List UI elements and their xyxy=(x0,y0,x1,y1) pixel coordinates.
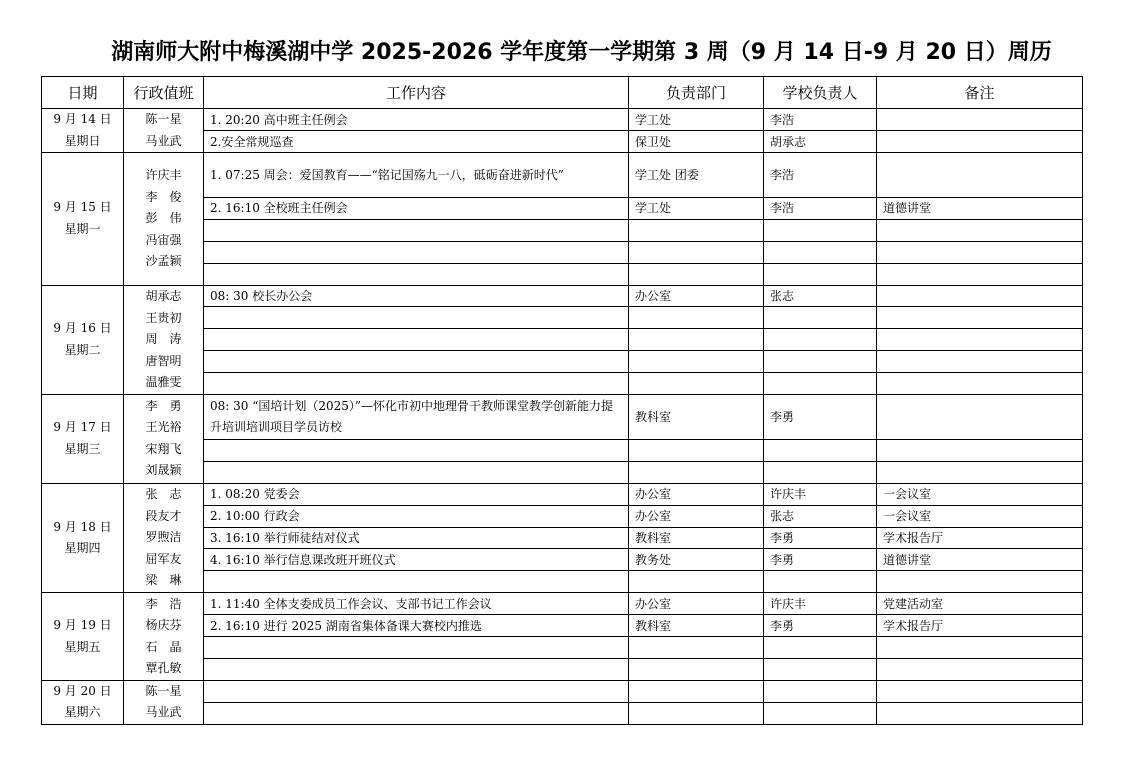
leader-cell: 李浩 xyxy=(764,153,877,198)
leader-cell: 李勇 xyxy=(764,395,877,440)
duty-person: 石 晶 xyxy=(145,639,182,654)
table-row xyxy=(42,109,1083,131)
date-cell xyxy=(42,680,124,724)
leader-cell xyxy=(764,241,877,263)
table-row xyxy=(42,483,1083,505)
department-cell xyxy=(629,637,764,659)
duty-cell xyxy=(124,285,204,394)
date-cell xyxy=(42,285,124,394)
duty-person: 沙孟颖 xyxy=(145,254,182,269)
weekday-text: 星期三 xyxy=(64,441,101,456)
duty-person: 李 勇 xyxy=(145,398,182,413)
department-cell xyxy=(629,461,764,483)
table-row xyxy=(42,680,1083,702)
content-cell: 2. 16:10 全校班主任例会 xyxy=(204,198,629,220)
content-cell: 1. 20:20 高中班主任例会 xyxy=(204,109,629,131)
content-cell xyxy=(204,637,629,659)
duty-person: 李 俊 xyxy=(145,189,182,204)
department-cell xyxy=(629,373,764,395)
date-text: 9 月 19 日 xyxy=(53,618,112,633)
note-cell xyxy=(877,680,1083,702)
leader-cell xyxy=(764,571,877,593)
note-cell xyxy=(877,571,1083,593)
note-cell: 学术报告厅 xyxy=(877,527,1083,549)
duty-person: 王贵初 xyxy=(145,310,182,325)
content-cell: 1. 11:40 全体支委成员工作会议、支部书记工作会议 xyxy=(204,593,629,615)
duty-person: 宋翔飞 xyxy=(145,441,182,456)
weekday-text: 星期日 xyxy=(64,133,101,148)
note-cell: 学术报告厅 xyxy=(877,615,1083,637)
note-cell: 道德讲堂 xyxy=(877,549,1083,571)
table-row xyxy=(42,593,1083,615)
content-cell xyxy=(204,571,629,593)
date-cell xyxy=(42,395,124,484)
leader-cell: 张志 xyxy=(764,285,877,307)
date-cell xyxy=(42,109,124,153)
content-cell: 3. 16:10 举行师徒结对仪式 xyxy=(204,527,629,549)
duty-person: 王光裕 xyxy=(145,420,182,435)
leader-cell xyxy=(764,373,877,395)
leader-cell xyxy=(764,658,877,680)
header-note: 备注 xyxy=(877,77,1083,109)
duty-person: 屈军友 xyxy=(145,551,182,566)
note-cell xyxy=(877,702,1083,724)
table-header-row xyxy=(42,77,1083,109)
content-cell xyxy=(204,263,629,285)
note-cell xyxy=(877,219,1083,241)
department-cell xyxy=(629,440,764,462)
header-department: 负责部门 xyxy=(629,77,764,109)
header-leader: 学校负责人 xyxy=(764,77,877,109)
duty-person: 梁 琳 xyxy=(145,573,182,588)
duty-person: 李 浩 xyxy=(145,596,182,611)
leader-cell xyxy=(764,702,877,724)
leader-cell: 李勇 xyxy=(764,549,877,571)
date-cell xyxy=(42,593,124,681)
content-cell xyxy=(204,702,629,724)
duty-person: 杨庆芬 xyxy=(145,618,182,633)
department-cell: 办公室 xyxy=(629,285,764,307)
department-cell xyxy=(629,329,764,351)
department-cell: 教科室 xyxy=(629,395,764,440)
department-cell: 办公室 xyxy=(629,483,764,505)
note-cell xyxy=(877,131,1083,153)
content-cell: 1. 07:25 周会：爱国教育——“铭记国殇九一八，砥砺奋进新时代” xyxy=(204,153,629,198)
duty-cell xyxy=(124,593,204,681)
leader-cell xyxy=(764,440,877,462)
note-cell xyxy=(877,241,1083,263)
content-cell xyxy=(204,241,629,263)
note-cell xyxy=(877,637,1083,659)
duty-person: 唐智明 xyxy=(145,353,182,368)
duty-person: 许庆丰 xyxy=(145,168,182,183)
leader-cell xyxy=(764,680,877,702)
content-cell xyxy=(204,440,629,462)
date-text: 9 月 20 日 xyxy=(53,683,112,698)
content-cell: 2. 16:10 进行 2025 湖南省集体备课大赛校内推选 xyxy=(204,615,629,637)
duty-person: 刘晟颖 xyxy=(145,463,182,478)
leader-cell: 张志 xyxy=(764,505,877,527)
note-cell xyxy=(877,373,1083,395)
note-cell: 一会议室 xyxy=(877,483,1083,505)
department-cell xyxy=(629,219,764,241)
content-cell xyxy=(204,373,629,395)
note-cell xyxy=(877,440,1083,462)
duty-person: 周 涛 xyxy=(145,332,182,347)
header-date: 日期 xyxy=(42,77,124,109)
date-cell xyxy=(42,483,124,592)
duty-cell xyxy=(124,153,204,286)
leader-cell xyxy=(764,461,877,483)
leader-cell xyxy=(764,351,877,373)
note-cell: 党建活动室 xyxy=(877,593,1083,615)
duty-person: 冯宙强 xyxy=(145,232,182,247)
department-cell xyxy=(629,351,764,373)
note-cell: 道德讲堂 xyxy=(877,198,1083,220)
department-cell: 教科室 xyxy=(629,615,764,637)
duty-person: 陈一星 xyxy=(145,112,182,126)
leader-cell: 李勇 xyxy=(764,527,877,549)
content-cell xyxy=(204,658,629,680)
duty-cell xyxy=(124,680,204,724)
department-cell: 教务处 xyxy=(629,549,764,571)
leader-cell: 李浩 xyxy=(764,198,877,220)
duty-person: 胡承志 xyxy=(145,289,182,304)
table-row xyxy=(42,153,1083,198)
date-text: 9 月 17 日 xyxy=(53,420,112,435)
note-cell: 一会议室 xyxy=(877,505,1083,527)
department-cell: 学工处 xyxy=(629,109,764,131)
leader-cell xyxy=(764,307,877,329)
department-cell: 学工处 团委 xyxy=(629,153,764,198)
content-cell: 1. 08:20 党委会 xyxy=(204,483,629,505)
duty-cell xyxy=(124,395,204,484)
table-row xyxy=(42,395,1083,440)
duty-person: 马业武 xyxy=(145,705,182,720)
duty-person: 马业武 xyxy=(145,133,182,148)
leader-cell: 许庆丰 xyxy=(764,483,877,505)
weekday-text: 星期六 xyxy=(64,705,101,720)
leader-cell xyxy=(764,263,877,285)
department-cell xyxy=(629,241,764,263)
department-cell: 办公室 xyxy=(629,505,764,527)
leader-cell xyxy=(764,637,877,659)
weekly-calendar-table xyxy=(41,76,1083,725)
date-text: 9 月 18 日 xyxy=(53,519,112,534)
duty-person: 张 志 xyxy=(145,487,182,502)
leader-cell: 李勇 xyxy=(764,615,877,637)
date-text: 9 月 15 日 xyxy=(53,200,112,215)
leader-cell xyxy=(764,219,877,241)
page-title: 湖南师大附中梅溪湖中学 2025-2026 学年度第一学期第 3 周（9 月 14 日-9 月 20 日）周历 xyxy=(111,40,1052,65)
content-cell xyxy=(204,219,629,241)
content-cell: 4. 16:10 举行信息课改班开班仪式 xyxy=(204,549,629,571)
duty-person: 段友才 xyxy=(145,508,182,523)
weekday-text: 星期二 xyxy=(64,342,101,357)
duty-person: 温雅雯 xyxy=(145,375,182,390)
content-cell xyxy=(204,461,629,483)
department-cell xyxy=(629,680,764,702)
content-cell xyxy=(204,307,629,329)
content-cell xyxy=(204,680,629,702)
duty-person: 陈一星 xyxy=(145,683,182,698)
duty-person: 覃孔敏 xyxy=(145,661,182,676)
note-cell xyxy=(877,395,1083,440)
department-cell xyxy=(629,263,764,285)
duty-person: 彭 伟 xyxy=(145,211,182,226)
note-cell xyxy=(877,263,1083,285)
date-cell xyxy=(42,153,124,286)
note-cell xyxy=(877,153,1083,198)
note-cell xyxy=(877,307,1083,329)
department-cell: 保卫处 xyxy=(629,131,764,153)
note-cell xyxy=(877,461,1083,483)
department-cell: 学工处 xyxy=(629,198,764,220)
duty-person: 罗煦洁 xyxy=(145,530,182,545)
leader-cell: 胡承志 xyxy=(764,131,877,153)
note-cell xyxy=(877,285,1083,307)
leader-cell xyxy=(764,329,877,351)
date-text: 9 月 16 日 xyxy=(53,321,112,336)
date-text: 9 月 14 日 xyxy=(53,112,112,126)
department-cell xyxy=(629,307,764,329)
content-cell xyxy=(204,329,629,351)
leader-cell: 许庆丰 xyxy=(764,593,877,615)
department-cell xyxy=(629,658,764,680)
department-cell: 教科室 xyxy=(629,527,764,549)
department-cell xyxy=(629,702,764,724)
duty-cell xyxy=(124,483,204,592)
table-row xyxy=(42,285,1083,307)
department-cell xyxy=(629,571,764,593)
note-cell xyxy=(877,329,1083,351)
weekday-text: 星期一 xyxy=(64,221,101,236)
note-cell xyxy=(877,109,1083,131)
note-cell xyxy=(877,658,1083,680)
header-content: 工作内容 xyxy=(204,77,629,109)
content-cell: 2. 10:00 行政会 xyxy=(204,505,629,527)
content-cell: 08: 30 “国培计划（2025）”—怀化市初中地理骨干教师课堂教学创新能力提升培训培训项目学员访校 xyxy=(204,395,629,440)
weekday-text: 星期四 xyxy=(64,541,101,556)
weekday-text: 星期五 xyxy=(64,639,101,654)
header-duty: 行政值班 xyxy=(124,77,204,109)
content-cell: 08: 30 校长办公会 xyxy=(204,285,629,307)
note-cell xyxy=(877,351,1083,373)
duty-cell xyxy=(124,109,204,153)
department-cell: 办公室 xyxy=(629,593,764,615)
content-cell: 2.安全常规巡查 xyxy=(204,131,629,153)
leader-cell: 李浩 xyxy=(764,109,877,131)
content-cell xyxy=(204,351,629,373)
